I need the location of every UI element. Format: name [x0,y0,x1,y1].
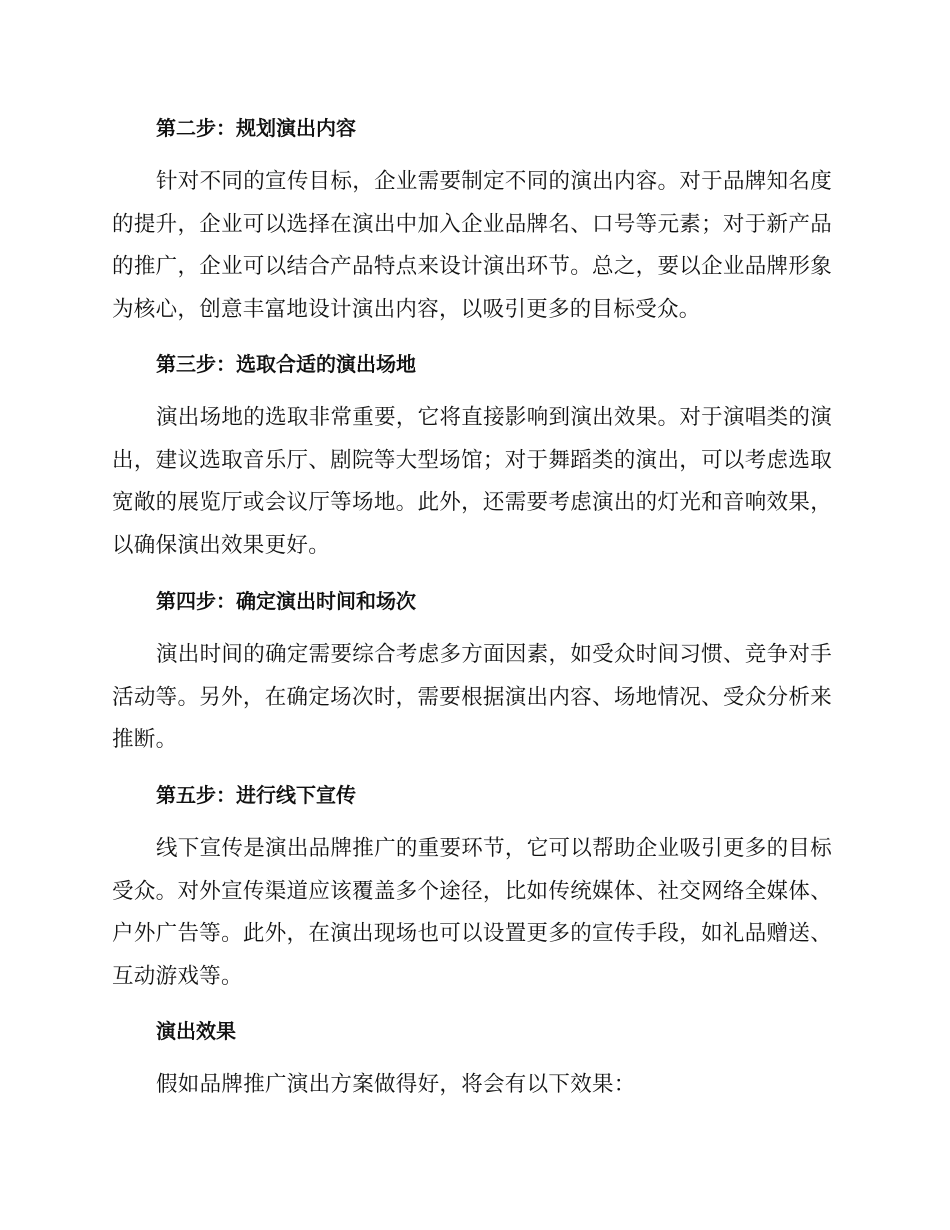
section-heading-step-3: 第三步：选取合适的演出场地 [156,352,416,376]
section-body-step-4: 演出时间的确定需要综合考虑多方面因素，如受众时间习惯、竞争对手活动等。另外，在确定场次时，需要根据演出内容、场地情况、受众分析来推断。 [112,642,832,752]
section-heading-step-5: 第五步：进行线下宣传 [156,783,356,807]
section-body-step-2: 针对不同的宣传目标，企业需要制定不同的演出内容。对于品牌知名度的提升，企业可以选择在演出中加入企业品牌名、口号等元素；对于新产品的推广，企业可以结合产品特点来设计演出环节。总之，要以企业品牌形象为核心，创意丰富地设计演出内容，以吸引更多的目标受众。 [112,169,832,322]
section-heading-performance-effect: 演出效果 [156,1019,236,1043]
section-heading-step-2: 第二步：规划演出内容 [156,116,356,140]
section-body-step-5: 线下宣传是演出品牌推广的重要环节，它可以帮助企业吸引更多的目标受众。对外宣传渠道应该覆盖多个途径，比如传统媒体、社交网络全媒体、户外广告等。此外，在演出现场也可以设置更多的宣传手段，如礼品赠送、互动游戏等。 [112,836,832,989]
section-heading-step-4: 第四步：确定演出时间和场次 [156,589,416,613]
section-body-step-3: 演出场地的选取非常重要，它将直接影响到演出效果。对于演唱类的演出，建议选取音乐厅、剧院等大型场馆；对于舞蹈类的演出，可以考虑选取宽敞的展览厅或会议厅等场地。此外，还需要考虑演出的灯光和音响效果，以确保演出效果更好。 [112,405,832,558]
section-body-performance-effect: 假如品牌推广演出方案做得好，将会有以下效果： [156,1072,636,1097]
